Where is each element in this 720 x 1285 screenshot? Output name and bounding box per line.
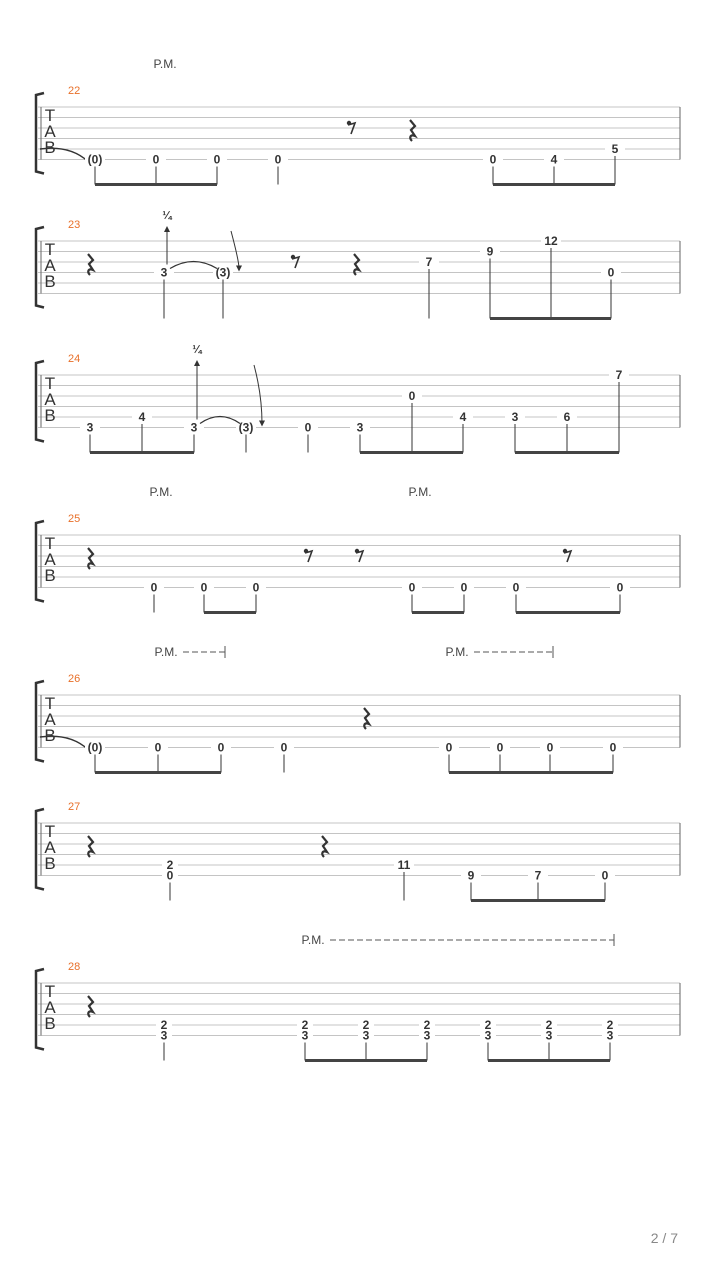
tab-clef-letter: T [44,534,56,553]
measure-number: 24 [68,353,81,365]
fret-number: 2 [423,1018,431,1032]
fret-number: 3 [484,1028,492,1043]
fret-number: 0 [607,265,615,280]
fret-number: 2 [545,1018,553,1032]
tab-clef-letter: T [44,982,56,1001]
fret-number: 7 [534,868,542,883]
fret-number: 3 [423,1028,431,1043]
tab-clef-letter: T [44,240,56,259]
fret-number: 0 [150,580,158,595]
measure-number: 22 [68,85,81,97]
fret-number: 0 [252,580,260,595]
tab-clef-letter: B [44,406,56,425]
fret-number: 4 [550,152,558,167]
fret-number: 2 [606,1018,614,1032]
fret-number: 0 [460,580,468,595]
fret-number: 2 [160,1018,168,1032]
measure-number: 28 [68,961,81,973]
measure-number: 23 [68,219,81,231]
tab-clef-letter: T [44,822,56,841]
system-bracket [36,361,44,442]
system-bracket [36,809,44,890]
tab-clef-letter: T [44,374,56,393]
fret-number: 0 [601,868,609,883]
fret-number: 2 [484,1018,492,1032]
fret-number: 3 [606,1028,614,1043]
fret-number: 3 [356,420,364,435]
quarter-rest [88,996,93,1017]
tab-clef-letter: B [44,726,56,745]
fret-number: 3 [160,1028,168,1043]
tab-clef-letter: B [44,1014,56,1033]
fret-number: 9 [486,244,494,259]
fret-number: (3) [215,265,231,280]
tab-clef-letter: B [44,566,56,585]
quarter-rest [88,836,93,857]
fret-number: 3 [511,410,519,424]
palm-mute-label: P.M. [408,485,432,499]
system-bracket [36,93,44,174]
system-bracket [36,227,44,308]
fret-number: 3 [190,420,198,435]
fret-number: 2 [362,1018,370,1032]
palm-mute-label: P.M. [445,645,469,659]
fret-number: 11 [397,858,411,872]
fret-number: 0 [217,740,225,755]
quarter-rest [322,836,327,857]
fret-number: 0 [512,580,520,595]
quarter-rest [354,254,359,275]
fret-number: 0 [496,740,504,755]
fret-number: 7 [425,255,433,269]
tab-clef-letter: T [44,106,56,125]
fret-number: (3) [238,420,254,435]
fret-number: 3 [545,1028,553,1043]
tab-clef-letter: B [44,138,56,157]
fret-number: 7 [615,368,623,382]
fret-number: 3 [160,265,168,280]
fret-number: 3 [362,1028,370,1043]
tab-clef-letter: B [44,272,56,291]
tab-clef-letter: A [44,998,56,1017]
tab-clef-letter: B [44,854,56,873]
bend-amount: ¼ [162,210,172,222]
palm-mute-label: P.M. [301,933,325,947]
fret-number: 0 [280,740,288,755]
tab-clef-letter: A [44,710,56,729]
fret-number: 0 [609,740,617,755]
tab-clef-letter: T [44,694,56,713]
fret-number: 0 [274,152,282,167]
system-bracket [36,521,44,602]
fret-number: 0 [445,740,453,755]
fret-number: 0 [408,580,416,595]
system-bracket [36,681,44,762]
page-number: 2 / 7 [650,1230,678,1246]
fret-number: 0 [304,420,312,435]
fret-number: 0 [152,152,160,167]
palm-mute-label: P.M. [154,645,178,659]
tab-clef-letter: A [44,838,56,857]
fret-number: 4 [459,410,467,424]
fret-number: 6 [563,410,571,424]
measure-number: 26 [68,673,81,685]
system-bracket [36,969,44,1050]
quarter-rest [364,708,369,729]
fret-number: (0) [87,152,103,167]
fret-number: 3 [86,420,94,435]
fret-number: 0 [166,868,174,883]
fret-number: 0 [616,580,624,595]
hold-tie [200,417,240,424]
bend-amount: ¼ [192,344,202,356]
fret-number: 2 [166,858,174,872]
measure-number: 25 [68,513,81,525]
fret-number: 9 [467,868,475,883]
fret-number: 5 [611,142,619,156]
quarter-rest [88,548,93,569]
hold-tie [170,262,217,269]
fret-number: 3 [301,1028,309,1043]
fret-number: 2 [301,1018,309,1032]
palm-mute-label: P.M. [149,485,173,499]
fret-number: (0) [87,740,103,755]
quarter-rest [88,254,93,275]
release-arrow [231,231,239,269]
tab-clef-letter: A [44,256,56,275]
fret-number: 0 [200,580,208,595]
release-arrow [254,365,262,424]
quarter-rest [410,120,415,141]
fret-number: 0 [489,152,497,167]
fret-number: 0 [213,152,221,167]
tab-clef-letter: A [44,122,56,141]
palm-mute-label: P.M. [153,57,177,71]
fret-number: 0 [546,740,554,755]
tab-clef-letter: A [44,550,56,569]
measure-number: 27 [68,801,81,813]
fret-number: 0 [408,389,416,403]
fret-number: 12 [544,234,558,248]
fret-number: 0 [154,740,162,755]
tab-clef-letter: A [44,390,56,409]
fret-number: 4 [138,410,146,424]
